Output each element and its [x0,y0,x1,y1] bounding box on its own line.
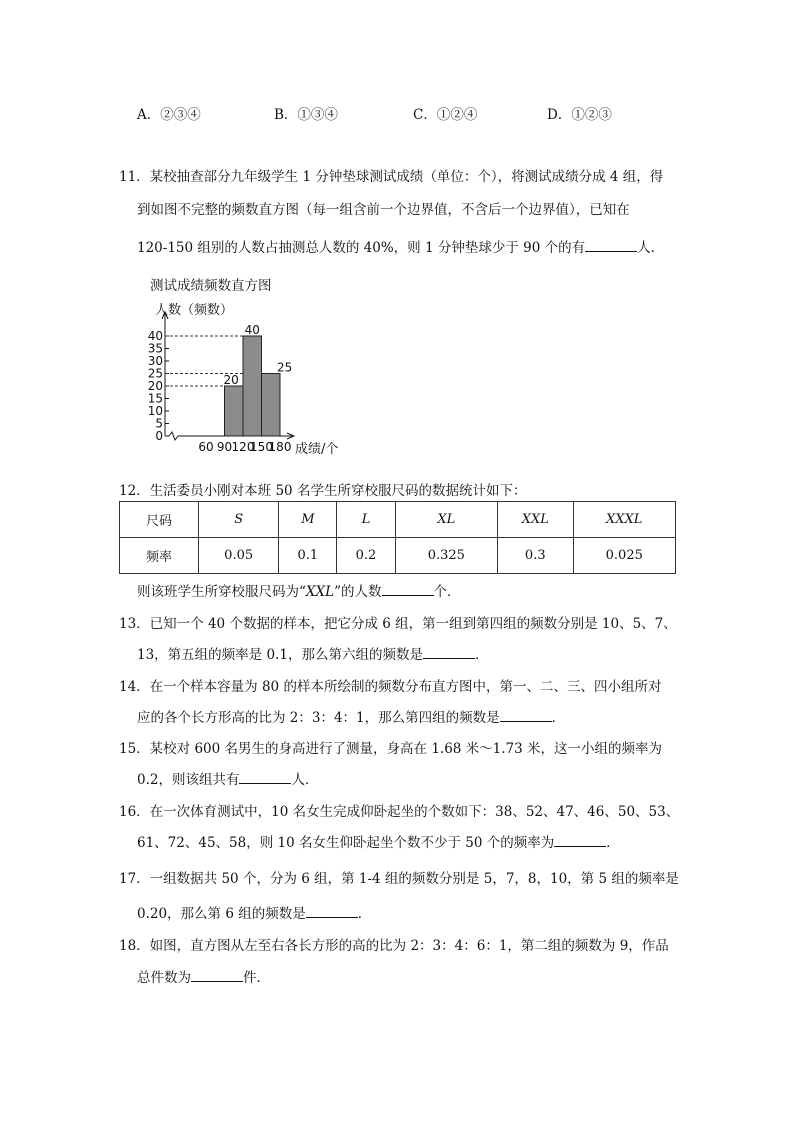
histogram-bar [225,386,244,436]
bar-value-label: 25 [277,360,293,375]
y-tick-label: 5 [155,416,163,431]
y-tick-label: 10 [147,404,163,418]
table-cell: 0.2 [337,538,395,574]
q17-answer-blank[interactable] [306,903,358,918]
q15-text-b: 人． [291,772,319,788]
x-axis-label: 成绩/个 [295,442,339,457]
q18-line-1: 18．如图，直方图从左至右各长方形的高的比为 2：3：4：6：1，第二组的频数为 9，作品 [119,938,669,954]
q13-line-1: 13．已知一个 40 个数据的样本，把它分成 6 组，第一组到第四组的频数分别是 10、5、7、 [119,616,677,632]
q13-text-a: 13，第五组的频率是 0.1，那么第六组的频数是 [137,647,423,663]
q11-text-a: 120-150 组别的人数占抽测总人数的 40%，则 1 分钟垫球少于 90 个的有 [137,240,586,256]
size-frequency-table [119,501,676,574]
table-cell: XXXL [573,502,675,538]
option-a: A．②③④ [137,107,201,123]
q17-text-a: 0.20，那么第 6 组的频数是 [137,906,306,922]
q16-text-a: 61、72、45、58，则 10 名女生仰卧起坐个数不少于 50 个的频率为 [137,835,555,851]
x-tick-label: 120 [231,440,255,454]
q11-answer-blank[interactable] [585,237,637,252]
table-cell: 频率 [120,538,199,574]
q15-line-1: 15．某校对 600 名男生的身高进行了测量，身高在 1.68 米～1.73 米，这一小组的频率为 [119,741,663,757]
histogram-svg [140,300,370,465]
q15-text-a: 0.2，则该组共有 [137,772,240,788]
q18-text-b: 件． [243,970,270,986]
q14-text-a: 应的各个长方形高的比为 2：3：4：1，那么第四组的频数是 [137,710,500,726]
q14-answer-blank[interactable] [500,707,552,722]
table-cell: XXL [498,502,573,538]
y-tick-label: 25 [147,366,163,381]
q12-text-c: 个． [433,584,461,600]
x-tick-label: 180 [268,440,292,454]
table-row [120,538,676,574]
histogram-chart [140,300,370,465]
y-axis-label: 人数（频数） [155,303,234,318]
q16-answer-blank[interactable] [554,832,606,847]
table-cell: 0.325 [395,538,497,574]
q12-size-xxl: XXL [305,584,335,600]
bar-value-label: 40 [244,323,260,337]
y-tick-label: 35 [147,341,163,356]
q16-line-1: 16．在一次体育测试中，10 名女生完成仰卧起坐的个数如下：38、52、47、46、50、53、 [119,804,680,820]
q15-line-2 [137,768,318,788]
x-tick-label: 60 [198,440,214,454]
q12-question [137,580,461,600]
y-tick-label: 0 [155,429,163,443]
q11-line-2: 到如图不完整的频数直方图（每一组含前一个边界值，不含后一个边界值），已知在 [137,202,630,218]
q17-line-2 [137,902,371,922]
option-b: B．①③④ [274,107,338,123]
q14-line-1: 14．在一个样本容量为 80 的样本所绘制的频数分布直方图中，第一、二、三、四小组所对 [119,679,662,695]
y-tick-label: 20 [147,379,163,393]
q18-line-2 [137,966,270,986]
q12-answer-blank[interactable] [382,581,434,596]
table-cell: 0.3 [498,538,573,574]
histogram-bar [262,374,281,437]
q11-line-3 [137,236,664,256]
table-cell: S [199,502,279,538]
q16-text-b: ． [606,835,620,851]
q15-answer-blank[interactable] [239,769,291,784]
table-cell: 0.1 [279,538,337,574]
option-c: C．①②④ [413,107,478,123]
x-tick-label: 150 [250,440,273,454]
table-cell: 尺码 [120,502,199,538]
q12-text-b: ”的人数 [334,584,382,600]
q18-text-a: 总件数为 [137,970,191,986]
q11-text-b: 人． [637,240,665,256]
q12-intro: 12．生活委员小刚对本班 50 名学生所穿校服尺码的数据统计如下： [119,483,527,499]
table-header-row [120,502,676,538]
q13-answer-blank[interactable] [423,644,475,659]
q14-text-b: ． [551,710,566,726]
q13-line-2 [137,643,488,663]
table-cell: 0.05 [199,538,279,574]
x-tick-label: 90 [216,440,233,454]
q17-text-b: ． [357,906,372,922]
x-axis-break [169,432,178,440]
y-tick-label: 15 [147,391,163,406]
q16-line-2 [137,831,620,851]
table-cell: 0.025 [573,538,675,574]
q18-answer-blank[interactable] [191,967,243,982]
q11-line-1: 11．某校抽查部分九年级学生 1 分钟垫球测试成绩（单位：个），将测试成绩分成 4 组，得 [119,169,664,185]
table-cell: M [279,502,337,538]
table-cell: XL [395,502,497,538]
y-tick-label: 40 [147,329,163,343]
q17-line-1: 17．一组数据共 50 个，分为 6 组，第 1-4 组的频数分别是 5，7，8，10，第 5 组的频率是 [119,871,679,887]
q12-text-a: 则该班学生所穿校服尺码为“ [137,584,306,600]
chart-title: 测试成绩频数直方图 [150,278,272,294]
table-cell: L [337,502,395,538]
histogram-bar [243,336,262,436]
option-d: D．①②③ [547,107,612,123]
q13-text-b: ． [474,647,489,663]
y-tick-label: 30 [147,354,163,368]
q14-line-2 [137,706,565,726]
bar-value-label: 20 [223,373,239,387]
